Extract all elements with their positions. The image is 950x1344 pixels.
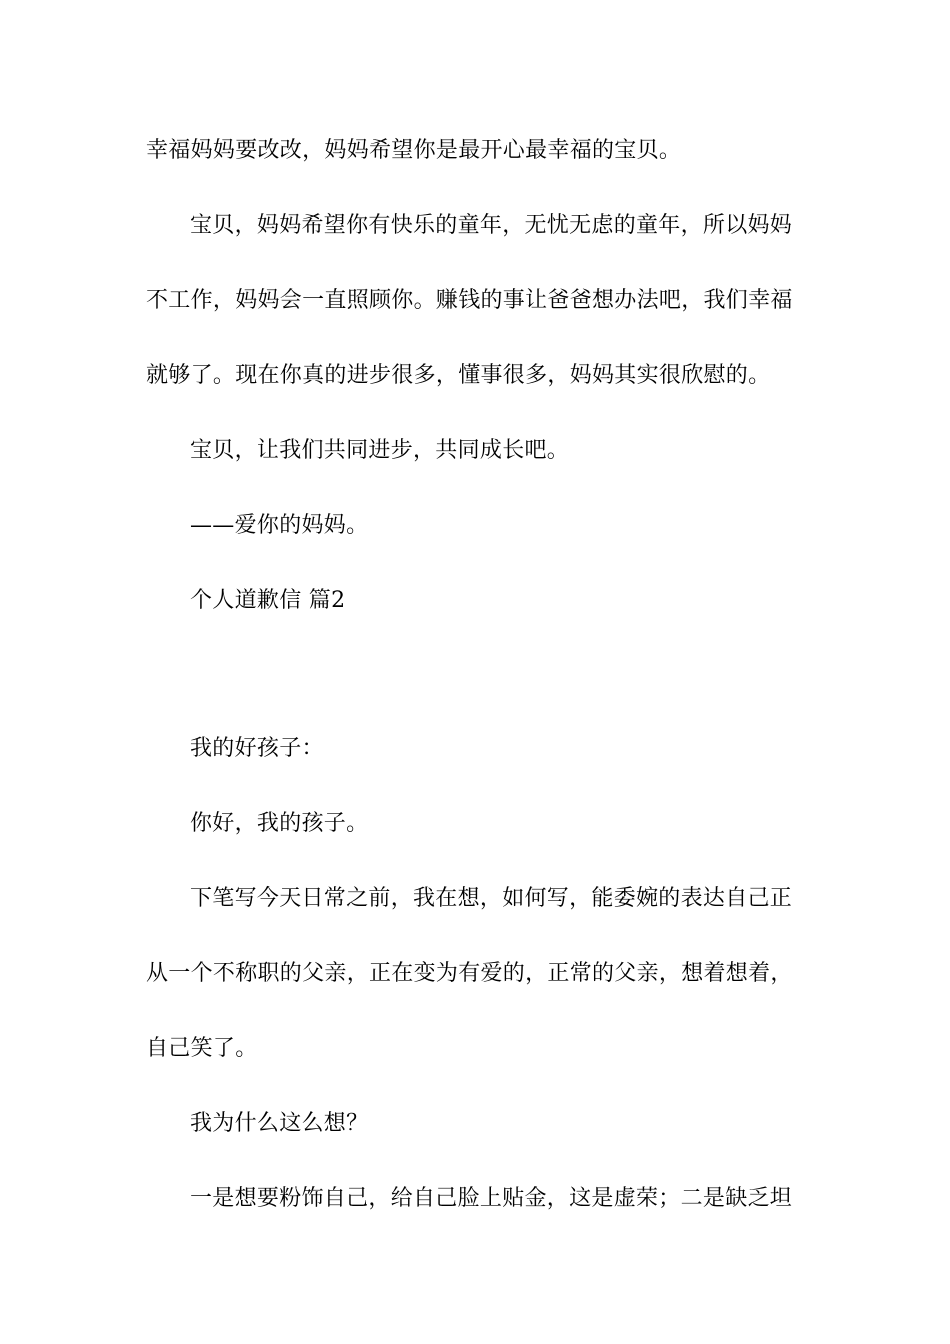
salutation: 我的好孩子： (190, 736, 324, 761)
paragraph-line: 幸福妈妈要改改，妈妈希望你是最开心最幸福的宝贝。 (146, 138, 682, 163)
paragraph-line: 不工作，妈妈会一直照顾你。赚钱的事让爸爸想办法吧，我们幸福 (146, 288, 793, 313)
signature-line: ——爱你的妈妈。 (190, 513, 369, 538)
paragraph-line: 自己笑了。 (146, 1036, 258, 1061)
paragraph-line: 我为什么这么想？ (190, 1111, 369, 1136)
paragraph-line: 从一个不称职的父亲，正在变为有爱的，正常的父亲，想着想着， (146, 961, 793, 986)
paragraph-line: 宝贝，让我们共同进步，共同成长吧。 (190, 438, 570, 463)
paragraph-line: 下笔写今天日常之前，我在想，如何写，能委婉的表达自己正 (190, 886, 793, 911)
paragraph-line: 一是想要粉饰自己，给自己脸上贴金，这是虚荣；二是缺乏坦 (190, 1186, 793, 1211)
section-heading: 个人道歉信 篇2 (190, 588, 346, 613)
paragraph-line: 就够了。现在你真的进步很多，懂事很多，妈妈其实很欣慰的。 (146, 363, 771, 388)
paragraph-line: 你好，我的孩子。 (190, 811, 369, 836)
paragraph-line: 宝贝，妈妈希望你有快乐的童年，无忧无虑的童年，所以妈妈 (190, 213, 793, 238)
